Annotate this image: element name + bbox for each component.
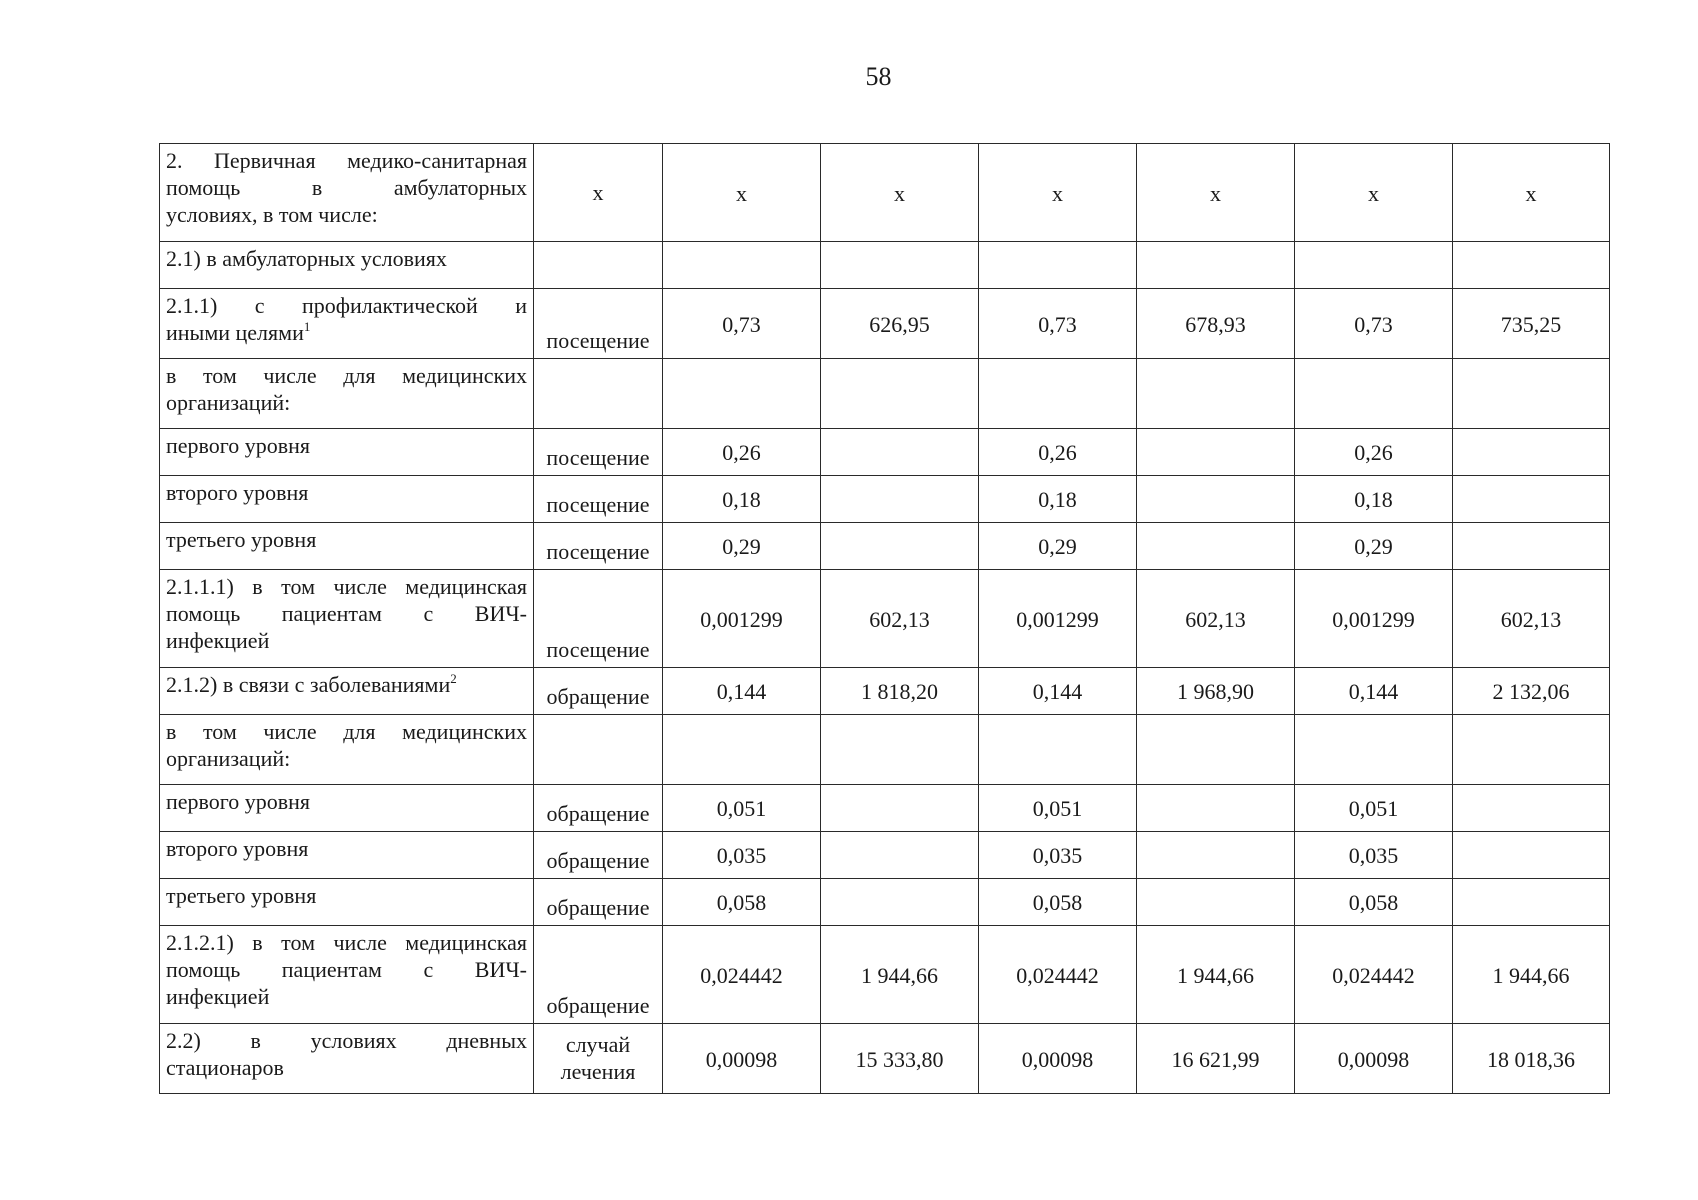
row-label-line: помощь пациентам с ВИЧ- — [166, 957, 527, 982]
value-cell: 0,144 — [663, 668, 821, 715]
value-cell: х — [1295, 144, 1453, 242]
row-label-line: условиях, в том числе: — [166, 202, 378, 227]
value-cell — [1295, 715, 1453, 785]
value-cell — [663, 715, 821, 785]
table-row — [160, 523, 1610, 570]
value-cell: 0,051 — [979, 785, 1137, 832]
value-cell: 0,058 — [1295, 879, 1453, 926]
value-cell: 602,13 — [1453, 570, 1610, 668]
value-cell — [1137, 242, 1295, 289]
value-cell — [821, 523, 979, 570]
row-label-line: 2.2) в условиях дневных — [166, 1028, 527, 1053]
value-cell — [1137, 715, 1295, 785]
value-cell: 0,001299 — [1295, 570, 1453, 668]
row-label-cell — [160, 242, 534, 289]
value-cell: 2 132,06 — [1453, 668, 1610, 715]
value-cell: 0,26 — [979, 429, 1137, 476]
value-cell — [821, 359, 979, 429]
page-number: 58 — [865, 62, 892, 91]
value-cell: 735,25 — [1453, 289, 1610, 359]
value-cell: 0,29 — [663, 523, 821, 570]
value-cell — [821, 242, 979, 289]
value-cell: 0,035 — [979, 832, 1137, 879]
value-cell: 1 944,66 — [1137, 926, 1295, 1024]
value-cell: х — [663, 144, 821, 242]
value-cell — [1453, 523, 1610, 570]
row-label-line: инфекцией — [166, 984, 270, 1009]
value-cell: 0,001299 — [979, 570, 1137, 668]
table-row — [160, 570, 1610, 668]
value-cell: 0,00098 — [1295, 1024, 1453, 1094]
unit-line: лечения — [560, 1059, 636, 1084]
value-cell: 0,144 — [1295, 668, 1453, 715]
row-label-line: в том числе для медицинских — [166, 719, 527, 744]
value-cell — [663, 359, 821, 429]
value-cell: 0,26 — [663, 429, 821, 476]
value-cell — [663, 242, 821, 289]
value-cell — [979, 715, 1137, 785]
value-cell: 0,024442 — [979, 926, 1137, 1024]
row-label-cell — [160, 926, 534, 1024]
value-cell: 1 968,90 — [1137, 668, 1295, 715]
row-label-line: организаций: — [166, 746, 291, 771]
row-label-line: 2. Первичная медико-санитарная — [166, 148, 527, 173]
value-cell: 602,13 — [1137, 570, 1295, 668]
value-cell — [979, 242, 1137, 289]
row-label-line: 2.1.1) с профилактической и — [166, 293, 527, 318]
unit-cell — [534, 242, 663, 289]
row-label-line: помощь в амбулаторных — [166, 175, 527, 200]
value-cell: 0,024442 — [1295, 926, 1453, 1024]
value-cell — [821, 715, 979, 785]
value-cell — [1295, 359, 1453, 429]
value-cell: 0,058 — [663, 879, 821, 926]
value-cell: 0,001299 — [663, 570, 821, 668]
table-row — [160, 668, 1610, 715]
row-label-line: третьего уровня — [166, 883, 317, 908]
value-cell — [1453, 476, 1610, 523]
value-cell — [1137, 785, 1295, 832]
footnote-marker: 1 — [303, 319, 311, 334]
value-cell: 1 944,66 — [821, 926, 979, 1024]
value-cell: 0,00098 — [979, 1024, 1137, 1094]
value-cell — [1453, 359, 1610, 429]
value-cell: 602,13 — [821, 570, 979, 668]
value-cell — [1453, 879, 1610, 926]
value-cell: 626,95 — [821, 289, 979, 359]
value-cell — [1137, 523, 1295, 570]
value-cell — [821, 832, 979, 879]
value-cell — [821, 785, 979, 832]
value-cell — [821, 429, 979, 476]
unit-line: случай — [565, 1032, 631, 1057]
value-cell: 0,29 — [979, 523, 1137, 570]
value-cell: 0,29 — [1295, 523, 1453, 570]
unit-cell: обращение — [534, 832, 663, 879]
unit-cell: посещение — [534, 476, 663, 523]
value-cell: 0,18 — [1295, 476, 1453, 523]
row-label-cell — [160, 476, 534, 523]
value-cell: х — [1137, 144, 1295, 242]
value-cell: 0,73 — [1295, 289, 1453, 359]
value-cell: 18 018,36 — [1453, 1024, 1610, 1094]
value-cell — [1295, 242, 1453, 289]
table-row — [160, 1024, 1610, 1094]
row-label-line: третьего уровня — [166, 527, 317, 552]
value-cell: 0,73 — [979, 289, 1137, 359]
unit-cell — [534, 359, 663, 429]
value-cell: 16 621,99 — [1137, 1024, 1295, 1094]
row-label-cell — [160, 832, 534, 879]
row-label-line: в том числе для медицинских — [166, 363, 527, 388]
row-label-cell — [160, 785, 534, 832]
value-cell: 0,051 — [1295, 785, 1453, 832]
row-label-line: инфекцией — [166, 628, 270, 653]
value-cell: 0,051 — [663, 785, 821, 832]
value-cell: 0,035 — [1295, 832, 1453, 879]
value-cell — [1137, 429, 1295, 476]
value-cell: 0,26 — [1295, 429, 1453, 476]
unit-cell: обращение — [534, 926, 663, 1024]
row-label-cell — [160, 1024, 534, 1094]
value-cell: 0,035 — [663, 832, 821, 879]
table-row — [160, 476, 1610, 523]
row-label-cell — [160, 144, 534, 242]
row-label-line: первого уровня — [166, 789, 311, 814]
table-row — [160, 785, 1610, 832]
value-cell: 0,73 — [663, 289, 821, 359]
row-label-line: первого уровня — [166, 433, 311, 458]
row-label-cell — [160, 429, 534, 476]
value-cell — [979, 359, 1137, 429]
row-label-cell — [160, 523, 534, 570]
value-cell — [1453, 785, 1610, 832]
value-cell: 678,93 — [1137, 289, 1295, 359]
value-cell: 0,144 — [979, 668, 1137, 715]
value-cell: 0,024442 — [663, 926, 821, 1024]
value-cell: х — [979, 144, 1137, 242]
value-cell — [1137, 879, 1295, 926]
unit-cell: посещение — [534, 523, 663, 570]
row-label-cell — [160, 879, 534, 926]
table-row — [160, 359, 1610, 429]
value-cell — [821, 476, 979, 523]
row-label-line: 2.1.2) в связи с заболеваниями$^2$ — [166, 671, 457, 697]
value-cell — [821, 879, 979, 926]
value-cell: 0,00098 — [663, 1024, 821, 1094]
row-label-cell — [160, 570, 534, 668]
unit-cell — [534, 1024, 663, 1094]
unit-cell: посещение — [534, 429, 663, 476]
row-label-line: 2.1.2.1) в том числе медицинская — [166, 930, 527, 955]
value-cell: 0,18 — [663, 476, 821, 523]
row-label-line: иными целями$^1$ — [166, 319, 311, 345]
value-cell: 0,18 — [979, 476, 1137, 523]
unit-cell: х — [534, 144, 663, 242]
value-cell: 1 818,20 — [821, 668, 979, 715]
table-row — [160, 832, 1610, 879]
value-cell: 0,058 — [979, 879, 1137, 926]
value-cell — [1137, 832, 1295, 879]
value-cell — [1137, 359, 1295, 429]
row-label-line: организаций: — [166, 390, 291, 415]
row-label-line: второго уровня — [166, 480, 309, 505]
table-row — [160, 429, 1610, 476]
table-row — [160, 879, 1610, 926]
value-cell: х — [821, 144, 979, 242]
table-row — [160, 289, 1610, 359]
row-label-cell — [160, 359, 534, 429]
value-cell — [1137, 476, 1295, 523]
value-cell: 15 333,80 — [821, 1024, 979, 1094]
value-cell — [1453, 832, 1610, 879]
value-cell: 1 944,66 — [1453, 926, 1610, 1024]
table-row — [160, 926, 1610, 1024]
table-row — [160, 144, 1610, 242]
table-row — [160, 242, 1610, 289]
row-label-line: второго уровня — [166, 836, 309, 861]
table-row — [160, 715, 1610, 785]
unit-cell: обращение — [534, 879, 663, 926]
table-body — [160, 144, 1610, 1094]
value-cell: х — [1453, 144, 1610, 242]
row-label-line: помощь пациентам с ВИЧ- — [166, 601, 527, 626]
footnote-marker: 2 — [450, 671, 457, 686]
value-cell — [1453, 429, 1610, 476]
unit-cell: посещение — [534, 570, 663, 668]
row-label-cell — [160, 715, 534, 785]
unit-cell: посещение — [534, 289, 663, 359]
row-label-line: 2.1) в амбулаторных условиях — [166, 246, 447, 271]
row-label-cell — [160, 668, 534, 715]
row-label-line: стационаров — [166, 1055, 284, 1080]
unit-cell — [534, 715, 663, 785]
row-label-line: 2.1.1.1) в том числе медицинская — [166, 574, 527, 599]
row-label-cell — [160, 289, 534, 359]
unit-cell: обращение — [534, 668, 663, 715]
unit-cell: обращение — [534, 785, 663, 832]
value-cell — [1453, 242, 1610, 289]
value-cell — [1453, 715, 1610, 785]
data-table — [159, 143, 1610, 1094]
